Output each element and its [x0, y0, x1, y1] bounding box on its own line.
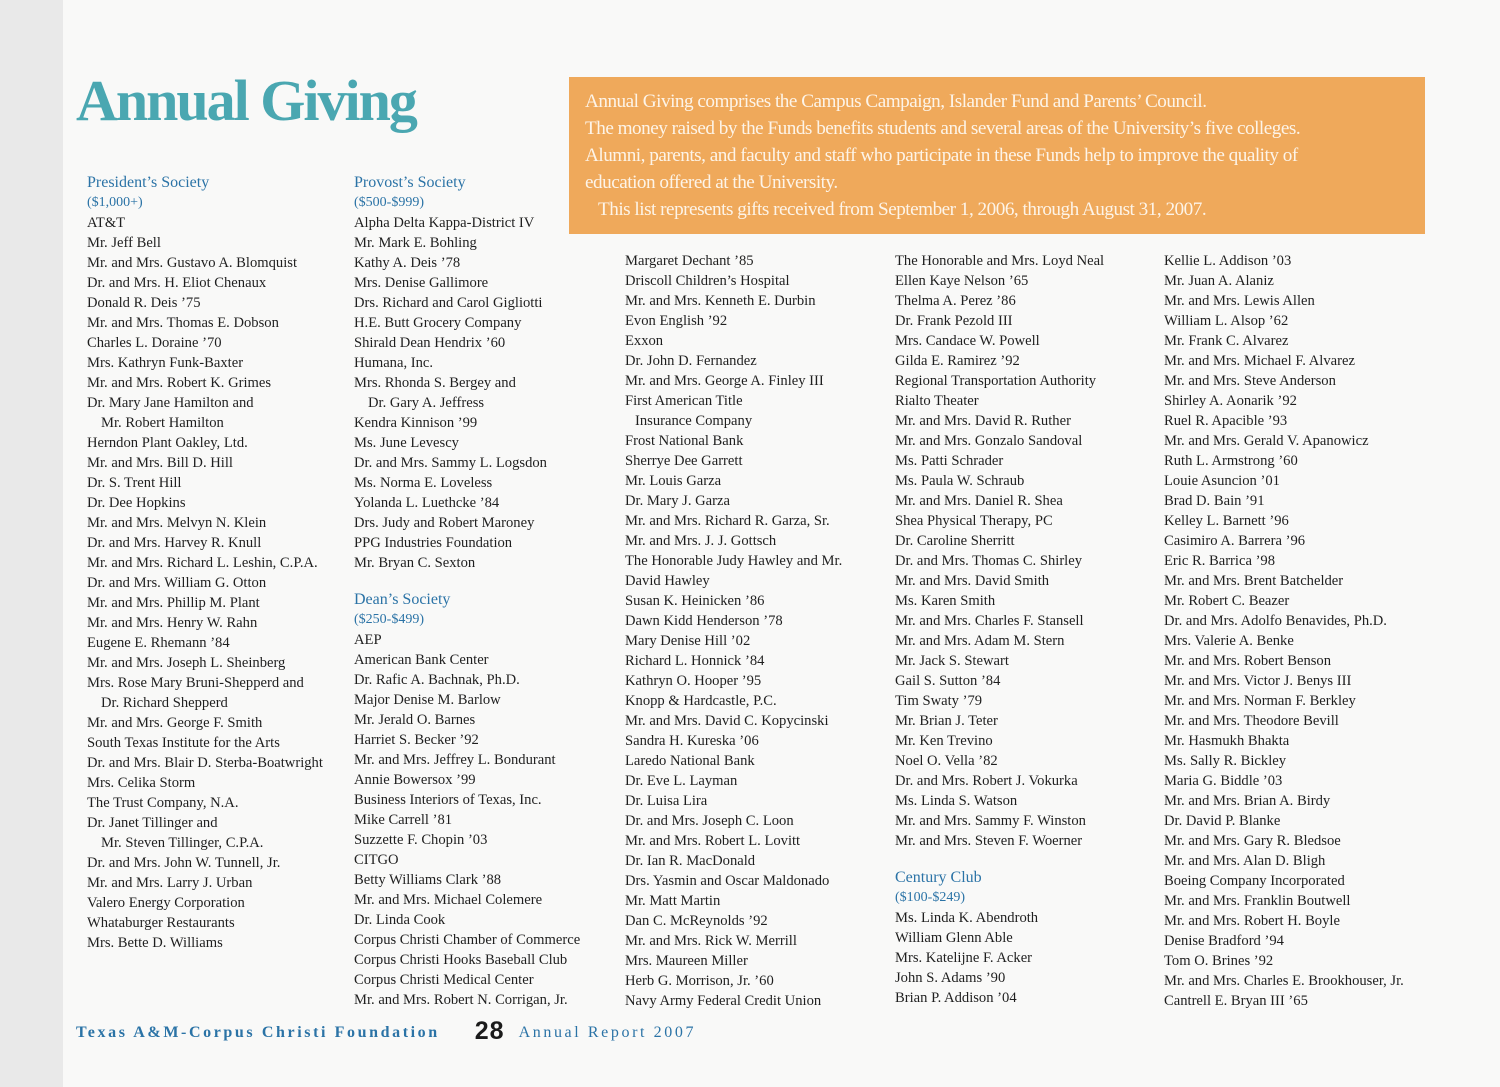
donor-name: Dr. Linda Cook: [354, 912, 446, 928]
donor-name: Louie Asuncion ’01: [1164, 473, 1280, 489]
donor-name: Ms. Linda K. Abendroth: [895, 910, 1039, 926]
donor-name: Mary Denise Hill ’02: [625, 633, 751, 649]
donor-name: Ms. June Levescy: [354, 435, 459, 451]
donor-name: Dr. Mary Jane Hamilton and: [87, 395, 254, 411]
donor-name: Mr. and Mrs. Gary R. Bledsoe: [1164, 833, 1341, 849]
donor-name: Mr. and Mrs. Gustavo A. Blomquist: [87, 255, 297, 271]
donor-name: Mrs. Bette D. Williams: [87, 935, 223, 951]
donor-name: Mr. and Mrs. Jeffrey L. Bondurant: [354, 752, 556, 768]
donor-name: Suzzette F. Chopin ’03: [354, 832, 488, 848]
donor-name: Dr. S. Trent Hill: [87, 475, 182, 491]
donor-name: The Honorable Judy Hawley and Mr.: [625, 553, 843, 569]
donor-name: Maria G. Biddle ’03: [1164, 773, 1283, 789]
donor-name: CITGO: [354, 852, 399, 868]
intro-box: [569, 77, 1425, 234]
donor-name: Mr. and Mrs. Franklin Boutwell: [1164, 893, 1351, 909]
donor-name: Drs. Richard and Carol Gigliotti: [354, 295, 543, 311]
donor-name: Mr. Hasmukh Bhakta: [1164, 733, 1290, 749]
donor-name: Eugene E. Rhemann ’84: [87, 635, 230, 651]
footer-organization: Texas A&M-Corpus Christi Foundation: [76, 1024, 440, 1041]
presidents-society-title: President’s Society: [87, 174, 210, 191]
donor-name: John S. Adams ’90: [895, 970, 1006, 986]
donor-name: Laredo National Bank: [625, 753, 755, 769]
donor-name: Mr. and Mrs. Phillip M. Plant: [87, 595, 260, 611]
donor-name: The Honorable and Mrs. Loyd Neal: [895, 253, 1105, 269]
century-club-range: ($100-$249): [895, 890, 965, 905]
donor-name: Kellie L. Addison ’03: [1164, 253, 1292, 269]
donor-name: Regional Transportation Authority: [895, 373, 1097, 389]
donor-name: Mr. and Mrs. George F. Smith: [87, 715, 263, 731]
donor-name: Dr. and Mrs. Harvey R. Knull: [87, 535, 262, 551]
donor-name: Denise Bradford ’94: [1164, 933, 1284, 949]
century-club-title: Century Club: [895, 869, 982, 886]
donor-name: Ms. Sally R. Bickley: [1164, 753, 1287, 769]
donor-name: Mr. Jack S. Stewart: [895, 653, 1009, 669]
donor-name: Charles L. Doraine ’70: [87, 335, 222, 351]
donor-name: Shea Physical Therapy, PC: [895, 513, 1053, 529]
donor-name: Mr. and Mrs. Richard R. Garza, Sr.: [625, 513, 830, 529]
donor-name: Mr. and Mrs. David Smith: [895, 573, 1050, 589]
donor-name: Humana, Inc.: [354, 355, 434, 371]
donor-name: Mike Carrell ’81: [354, 812, 453, 828]
donor-name: Knopp & Hardcastle, P.C.: [625, 693, 777, 709]
donor-name: Mrs. Kathryn Funk-Baxter: [87, 355, 244, 371]
donor-name: Dr. Frank Pezold III: [895, 313, 1013, 329]
donor-name: Mr. Juan A. Alaniz: [1164, 273, 1274, 289]
donor-name: Dr. Richard Shepperd: [101, 695, 228, 711]
donor-name: Mr. and Mrs. Gerald V. Apanowicz: [1164, 433, 1369, 449]
donor-name: Mr. Jerald O. Barnes: [354, 712, 476, 728]
donor-name: Mr. Frank C. Alvarez: [1164, 333, 1289, 349]
donor-name: Ellen Kaye Nelson ’65: [895, 273, 1029, 289]
donor-name: Dr. and Mrs. H. Eliot Chenaux: [87, 275, 267, 291]
donor-name: Mr. and Mrs. Michael Colemere: [354, 892, 543, 908]
donor-name: Exxon: [625, 333, 664, 349]
donor-name: Rialto Theater: [895, 393, 979, 409]
donor-name: Dr. and Mrs. John W. Tunnell, Jr.: [87, 855, 281, 871]
donor-name: Shirley A. Aonarik ’92: [1164, 393, 1297, 409]
deans-society-range: ($250-$499): [354, 612, 424, 627]
donor-name: Cantrell E. Bryan III ’65: [1164, 993, 1308, 1009]
donor-name: Mr. Matt Martin: [625, 893, 721, 909]
donor-name: Mr. Bryan C. Sexton: [354, 555, 476, 571]
donor-name: Mrs. Katelijne F. Acker: [895, 950, 1033, 966]
donor-name: Valero Energy Corporation: [87, 895, 245, 911]
donor-name: Mr. Louis Garza: [625, 473, 722, 489]
column-5: [1164, 251, 1404, 1011]
donor-name: Dr. and Mrs. Sammy L. Logsdon: [354, 455, 547, 471]
provosts-society-list: [354, 213, 580, 573]
donor-name: Business Interiors of Texas, Inc.: [354, 792, 542, 808]
donor-name: Mr. and Mrs. Lewis Allen: [1164, 293, 1315, 309]
donor-name: Mr. and Mrs. J. J. Gottsch: [625, 533, 777, 549]
donor-name: Driscoll Children’s Hospital: [625, 273, 790, 289]
donor-name: Gail S. Sutton ’84: [895, 673, 1001, 689]
century-club-list-continued: [1164, 251, 1404, 1011]
donor-name: Dr. Ian R. MacDonald: [625, 853, 756, 869]
donor-name: Dr. and Mrs. Blair D. Sterba-Boatwright: [87, 755, 323, 771]
donor-name: Kendra Kinnison ’99: [354, 415, 478, 431]
column-4: [895, 251, 1104, 1008]
donor-name: Mrs. Maureen Miller: [625, 953, 748, 969]
donor-name: Noel O. Vella ’82: [895, 753, 998, 769]
column-1: [87, 173, 323, 953]
donor-name: Dr. and Mrs. Robert J. Vokurka: [895, 773, 1078, 789]
donor-name: Mr. and Mrs. Richard L. Leshin, C.P.A.: [87, 555, 318, 571]
page-number: 28: [474, 1017, 505, 1045]
donor-name: Mr. and Mrs. Robert H. Boyle: [1164, 913, 1340, 929]
donor-name: Mr. and Mrs. Robert L. Lovitt: [625, 833, 801, 849]
donor-name: PPG Industries Foundation: [354, 535, 513, 551]
donor-name: Casimiro A. Barrera ’96: [1164, 533, 1306, 549]
donor-name: Mr. and Mrs. Robert Benson: [1164, 653, 1332, 669]
donor-name: Dr. and Mrs. William G. Otton: [87, 575, 267, 591]
donor-name: Corpus Christi Chamber of Commerce: [354, 932, 581, 948]
donor-name: Herb G. Morrison, Jr. ’60: [625, 973, 774, 989]
donor-name: Mrs. Denise Gallimore: [354, 275, 489, 291]
presidents-society-list: [87, 213, 323, 953]
donor-name: Mr. and Mrs. Charles E. Brookhouser, Jr.: [1164, 973, 1404, 989]
donor-name: Shirald Dean Hendrix ’60: [354, 335, 506, 351]
donor-name: Mrs. Candace W. Powell: [895, 333, 1040, 349]
donor-name: Mrs. Valerie A. Benke: [1164, 633, 1294, 649]
donor-name: Brad D. Bain ’91: [1164, 493, 1265, 509]
donor-name: Insurance Company: [635, 413, 753, 429]
donor-name: Mr. and Mrs. Joseph L. Sheinberg: [87, 655, 286, 671]
donor-name: Dr. Gary A. Jeffress: [368, 395, 485, 411]
donor-name: Dr. Janet Tillinger and: [87, 815, 218, 831]
intro-line: Annual Giving comprises the Campus Campaign, Islander Fund and Parents’ Council.: [585, 91, 1207, 112]
donor-name: Betty Williams Clark ’88: [354, 872, 502, 888]
provosts-society-title: Provost’s Society: [354, 174, 466, 191]
donor-name: Mr. and Mrs. Brian A. Birdy: [1164, 793, 1331, 809]
donor-name: Brian P. Addison ’04: [895, 990, 1017, 1006]
donor-name: Herndon Plant Oakley, Ltd.: [87, 435, 248, 451]
donor-name: Dr. and Mrs. Joseph C. Loon: [625, 813, 794, 829]
donor-name: South Texas Institute for the Arts: [87, 735, 280, 751]
donor-name: Mr. and Mrs. Charles F. Stansell: [895, 613, 1084, 629]
donor-name: Ms. Paula W. Schraub: [895, 473, 1025, 489]
donor-name: Evon English ’92: [625, 313, 728, 329]
donor-name: Mr. Brian J. Teter: [895, 713, 998, 729]
donor-name: Whataburger Restaurants: [87, 915, 235, 931]
donor-name: First American Title: [625, 393, 743, 409]
footer-report-title: Annual Report 2007: [518, 1024, 697, 1041]
donor-name: Mr. and Mrs. Robert N. Corrigan, Jr.: [354, 992, 568, 1008]
donor-name: Mr. and Mrs. Victor J. Benys III: [1164, 673, 1352, 689]
donor-name: Mr. and Mrs. Brent Batchelder: [1164, 573, 1344, 589]
donor-name: Mr. and Mrs. David C. Kopycinski: [625, 713, 829, 729]
donor-name: Dr. Rafic A. Bachnak, Ph.D.: [354, 672, 520, 688]
donor-name: Gilda E. Ramirez ’92: [895, 353, 1020, 369]
donor-name: Tom O. Brines ’92: [1164, 953, 1274, 969]
donor-name: Mr. and Mrs. Melvyn N. Klein: [87, 515, 267, 531]
footer: [76, 1017, 696, 1047]
donor-name: Dan C. McReynolds ’92: [625, 913, 768, 929]
donor-name: Dawn Kidd Henderson ’78: [625, 613, 783, 629]
intro-line: Alumni, parents, and faculty and staff who participate in these Funds help to improve the quality of: [585, 145, 1298, 166]
donor-name: Mr. and Mrs. Sammy F. Winston: [895, 813, 1086, 829]
donor-name: Ms. Linda S. Watson: [895, 793, 1018, 809]
donor-name: Susan K. Heinicken ’86: [625, 593, 765, 609]
presidents-society-range: ($1,000+): [87, 195, 143, 210]
donor-name: H.E. Butt Grocery Company: [354, 315, 522, 331]
donor-name: Mr. Mark E. Bohling: [354, 235, 477, 251]
donor-name: Drs. Yasmin and Oscar Maldonado: [625, 873, 830, 889]
donor-name: Boeing Company Incorporated: [1164, 873, 1345, 889]
donor-name: Dr. Caroline Sherritt: [895, 533, 1015, 549]
donor-name: Dr. John D. Fernandez: [625, 353, 757, 369]
donor-name: American Bank Center: [354, 652, 489, 668]
donor-name: Mr. and Mrs. David R. Ruther: [895, 413, 1071, 429]
donor-name: Mr. and Mrs. Henry W. Rahn: [87, 615, 258, 631]
donor-name: Harriet S. Becker ’92: [354, 732, 479, 748]
donor-name: Mr. and Mrs. Rick W. Merrill: [625, 933, 797, 949]
donor-name: Ms. Patti Schrader: [895, 453, 1004, 469]
donor-name: Navy Army Federal Credit Union: [625, 993, 822, 1009]
donor-name: Mr. and Mrs. Thomas E. Dobson: [87, 315, 279, 331]
donor-name: Mr. and Mrs. Norman F. Berkley: [1164, 693, 1356, 709]
donor-name: Mr. and Mrs. Robert K. Grimes: [87, 375, 272, 391]
donor-name: AEP: [354, 632, 382, 648]
donor-name: Annie Bowersox ’99: [354, 772, 476, 788]
page-margin-strip: [0, 0, 63, 1087]
column-2: [354, 173, 580, 1010]
donor-name: Mr. and Mrs. Adam M. Stern: [895, 633, 1065, 649]
donor-name: Sherrye Dee Garrett: [625, 453, 743, 469]
donor-name: Donald R. Deis ’75: [87, 295, 201, 311]
deans-society-list-continued: [625, 251, 842, 1011]
donor-name: Dr. Luisa Lira: [625, 793, 708, 809]
donor-name: Alpha Delta Kappa-District IV: [354, 215, 535, 231]
donor-name: Mr. and Mrs. Kenneth E. Durbin: [625, 293, 816, 309]
donor-name: David Hawley: [625, 573, 710, 589]
donor-name: Thelma A. Perez ’86: [895, 293, 1016, 309]
donor-name: The Trust Company, N.A.: [87, 795, 239, 811]
donor-name: Ruel R. Apacible ’93: [1164, 413, 1288, 429]
donor-name: Eric R. Barrica ’98: [1164, 553, 1276, 569]
donor-name: Mr. Robert Hamilton: [101, 415, 224, 431]
donor-name: Mr. and Mrs. George A. Finley III: [625, 373, 824, 389]
donor-name: Dr. and Mrs. Adolfo Benavides, Ph.D.: [1164, 613, 1387, 629]
donor-name: Mr. Ken Trevino: [895, 733, 993, 749]
donor-name: Mr. and Mrs. Larry J. Urban: [87, 875, 253, 891]
donor-name: Mr. and Mrs. Michael F. Alvarez: [1164, 353, 1355, 369]
donor-name: Mr. Jeff Bell: [87, 235, 161, 251]
intro-line: education offered at the University.: [585, 172, 838, 193]
page-title: Annual Giving: [76, 68, 416, 133]
donor-name: Drs. Judy and Robert Maroney: [354, 515, 535, 531]
donor-name: Mr. Robert C. Beazer: [1164, 593, 1290, 609]
donor-name: Dr. David P. Blanke: [1164, 813, 1281, 829]
donor-name: Yolanda L. Luethcke ’84: [354, 495, 500, 511]
donor-name: Kathy A. Deis ’78: [354, 255, 461, 271]
donor-name: Dr. Mary J. Garza: [625, 493, 730, 509]
column-3: [625, 251, 842, 1011]
donor-name: Corpus Christi Hooks Baseball Club: [354, 952, 568, 968]
donor-name: Dr. Dee Hopkins: [87, 495, 186, 511]
donor-name: Mr. and Mrs. Steven F. Woerner: [895, 833, 1083, 849]
donor-name: William L. Alsop ’62: [1164, 313, 1289, 329]
intro-date-line: This list represents gifts received from September 1, 2006, through August 31, 2007.: [598, 199, 1207, 220]
donor-name: Mrs. Celika Storm: [87, 775, 196, 791]
donor-name: Dr. and Mrs. Thomas C. Shirley: [895, 553, 1083, 569]
deans-society-list-continued: [895, 251, 1104, 851]
deans-society-title: Dean’s Society: [354, 591, 451, 608]
deans-society-list: [354, 630, 580, 1010]
donor-name: Frost National Bank: [625, 433, 744, 449]
donor-name: Mr. and Mrs. Daniel R. Shea: [895, 493, 1063, 509]
intro-line: The money raised by the Funds benefits students and several areas of the University’s five colleges.: [585, 118, 1301, 139]
donor-name: Tim Swaty ’79: [895, 693, 983, 709]
donor-name: Mr. and Mrs. Theodore Bevill: [1164, 713, 1339, 729]
donor-name: Ms. Norma E. Loveless: [354, 475, 493, 491]
donor-name: Mr. and Mrs. Steve Anderson: [1164, 373, 1336, 389]
donor-name: Mr. and Mrs. Gonzalo Sandoval: [895, 433, 1083, 449]
donor-name: Mr. Steven Tillinger, C.P.A.: [101, 835, 264, 851]
donor-name: Mr. and Mrs. Alan D. Bligh: [1164, 853, 1326, 869]
century-club-list: [895, 908, 1104, 1008]
donor-name: Dr. Eve L. Layman: [625, 773, 738, 789]
donor-name: AT&T: [87, 215, 126, 231]
donor-name: Kathryn O. Hooper ’95: [625, 673, 762, 689]
donor-name: William Glenn Able: [895, 930, 1013, 946]
donor-name: Mrs. Rhonda S. Bergey and: [354, 375, 516, 391]
donor-name: Ms. Karen Smith: [895, 593, 996, 609]
donor-name: Mr. and Mrs. Bill D. Hill: [87, 455, 233, 471]
donor-name: Ruth L. Armstrong ’60: [1164, 453, 1298, 469]
provosts-society-range: ($500-$999): [354, 195, 424, 210]
donor-name: Mrs. Rose Mary Bruni-Shepperd and: [87, 675, 304, 691]
donor-name: Margaret Dechant ’85: [625, 253, 754, 269]
donor-name: Sandra H. Kureska ’06: [625, 733, 759, 749]
donor-name: Kelley L. Barnett ’96: [1164, 513, 1289, 529]
donor-name: Corpus Christi Medical Center: [354, 972, 534, 988]
donor-name: Major Denise M. Barlow: [354, 692, 501, 708]
donor-name: Richard L. Honnick ’84: [625, 653, 765, 669]
